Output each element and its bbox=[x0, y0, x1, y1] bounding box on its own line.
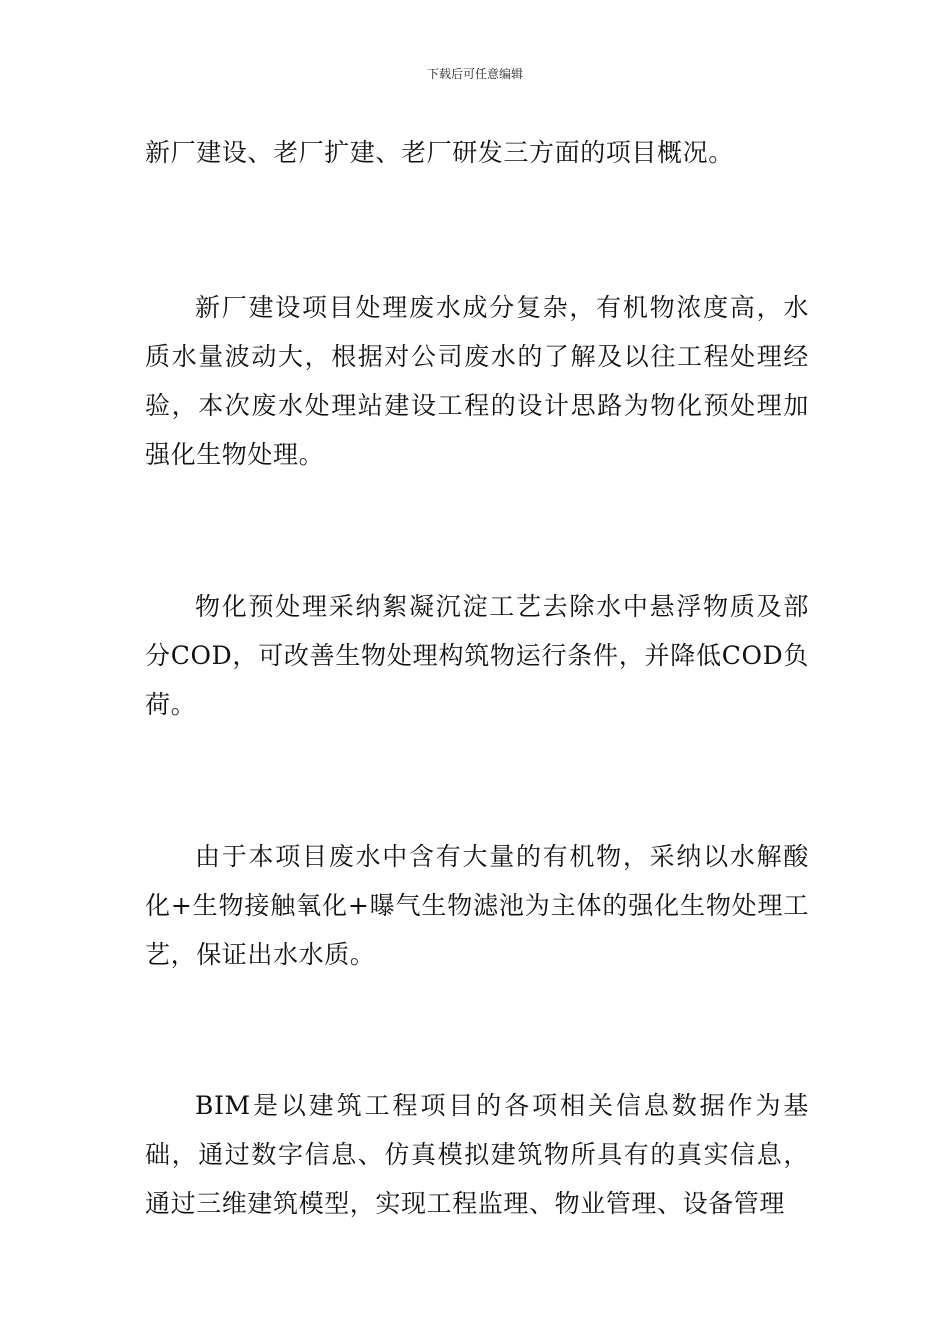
paragraph-2: 新厂建设项目处理废水成分复杂，有机物浓度高，水质水量波动大，根据对公司废水的了解及以往工程处理经验，本次废水处理站建设工程的设计思路为物化预处理加强化生物处理。 bbox=[145, 293, 809, 469]
paragraph-5: BIM是以建筑工程项目的各项相关信息数据作为基础，通过数字信息、仿真模拟建筑物所具有的真实信息，通过三维建筑模型，实现工程监理、物业管理、设备管理 bbox=[145, 1091, 809, 1218]
paragraph-4: 由于本项目废水中含有大量的有机物，采纳以水解酸化+生物接触氧化+曝气生物滤池为主体的强化生物处理工艺，保证出水水质。 bbox=[145, 842, 809, 969]
paragraph-3: 物化预处理采纳絮凝沉淀工艺去除水中悬浮物质及部分COD，可改善生物处理构筑物运行条件，并降低COD负荷。 bbox=[145, 592, 809, 719]
page-header: 下载后可任意编辑 bbox=[426, 67, 523, 81]
document-body bbox=[145, 128, 809, 1228]
paragraph-1: 新厂建设、老厂扩建、老厂研发三方面的项目概况。 bbox=[145, 138, 734, 167]
